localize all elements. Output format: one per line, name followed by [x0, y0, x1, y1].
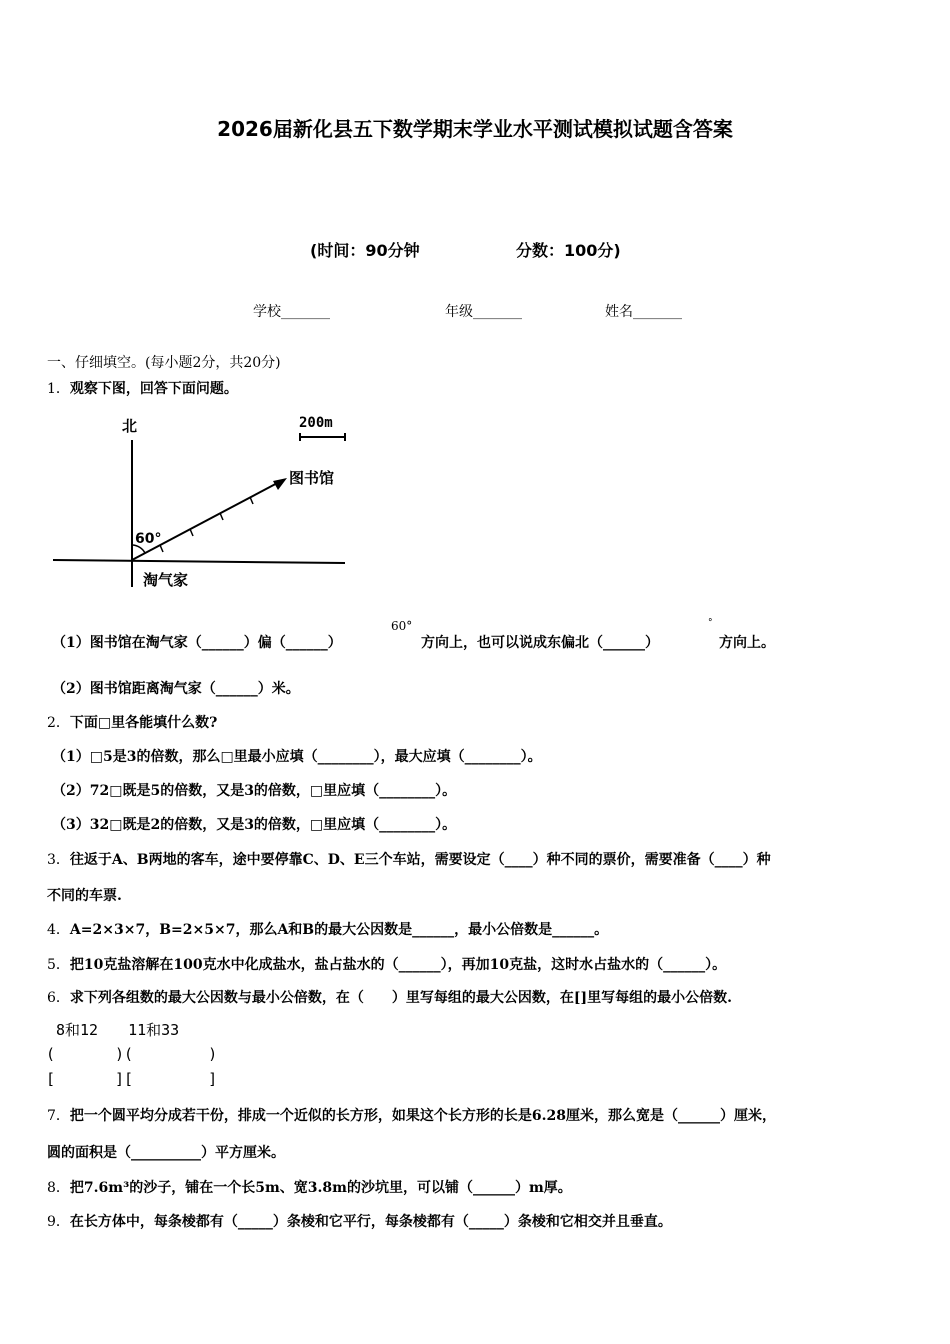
q6-number-pairs: 8和12 11和33	[56, 1021, 180, 1039]
question-1	[47, 378, 238, 398]
direction-ray	[132, 480, 283, 560]
exam-score: 分数：100分)	[516, 241, 621, 260]
grade-field: 年级_______	[445, 304, 522, 320]
q7-line2: 圆的面积是（__________）平方厘米。	[47, 1145, 285, 1161]
q1-part1-end: 方向上。	[719, 635, 775, 651]
q1-degree: °	[708, 618, 713, 628]
east-axis	[53, 560, 345, 563]
page-title: 2026届新化县五下数学期末学业水平测试模拟试题含答案	[217, 117, 733, 141]
question-5	[47, 954, 726, 974]
question-text: 把7.6m³的沙子，铺在一个长5m、宽3.8m的沙坑里，可以铺（______）m厚。	[69, 1180, 572, 1196]
q1-part1-cont: 方向上，也可以说成东偏北（______）	[421, 635, 659, 651]
home-label: 淘气家	[143, 571, 189, 589]
direction-diagram	[45, 405, 365, 590]
exam-time: (时间：90分钟	[310, 241, 420, 260]
question-6	[47, 987, 732, 1007]
library-label: 图书馆	[289, 469, 335, 487]
q1-part2: （2）图书馆距离淘气家（______）米。	[52, 681, 300, 697]
q2-part1: （1）□5是3的倍数，那么□里最小应填（________），最大应填（________）。	[52, 749, 542, 765]
angle-label: 60°	[135, 531, 162, 547]
question-7	[47, 1105, 776, 1125]
question-number: 1．	[47, 381, 70, 397]
question-number: 6．	[47, 990, 70, 1006]
question-text: 在长方体中，每条棱都有（_____）条棱和它平行，每条棱都有（_____）条棱和它相交并且垂直。	[69, 1214, 672, 1230]
arrow-head-icon	[273, 478, 287, 490]
question-text: 把10克盐溶解在100克水中化成盐水，盐占盐水的（______），再加10克盐，这时水占盐水的（______）。	[69, 957, 727, 973]
question-text: A=2×3×7，B=2×5×7，那么A和B的最大公因数是______，最小公倍数是______。	[69, 922, 609, 938]
question-number: 3．	[47, 852, 70, 868]
scale-label: 200m	[299, 415, 333, 431]
q1-angle: 60°	[391, 619, 413, 633]
question-number: 4．	[47, 922, 70, 938]
question-number: 7．	[47, 1108, 70, 1124]
north-label: 北	[122, 417, 138, 435]
q6-lcm-blanks: [ ][ ]	[46, 1070, 218, 1088]
question-text: 求下列各组数的最大公因数与最小公倍数，在（ ）里写每组的最大公因数，在[]里写每组的最小公倍数.	[69, 990, 733, 1006]
name-field: 姓名_______	[605, 304, 682, 320]
question-2	[47, 712, 217, 732]
question-number: 5．	[47, 957, 70, 973]
q1-part1-text: （1）图书馆在淘气家（______）偏（______）	[52, 635, 342, 651]
q6-gcf-blanks: ( )( )	[46, 1045, 218, 1063]
question-8	[47, 1177, 572, 1197]
q2-part3: （3）32□既是2的倍数，又是3的倍数，□里应填（________）。	[52, 817, 457, 833]
question-text: 下面□里各能填什么数?	[69, 715, 218, 731]
question-text: 往返于A、B两地的客车，途中要停靠C、D、E三个车站，需要设定（____）种不同的票价，需要准备（____）种	[69, 852, 771, 868]
question-text: 观察下图，回答下面问题。	[69, 381, 238, 397]
question-3	[47, 849, 771, 869]
question-number: 2．	[47, 715, 70, 731]
q3-line2: 不同的车票.	[47, 888, 122, 904]
question-9	[47, 1211, 672, 1231]
question-number: 9．	[47, 1214, 70, 1230]
question-number: 8．	[47, 1180, 70, 1196]
section-heading: 一、仔细填空。(每小题2分，共20分)	[47, 355, 281, 371]
q2-part2: （2）72□既是5的倍数，又是3的倍数，□里应填（________）。	[52, 783, 457, 799]
school-field: 学校_______	[253, 304, 330, 320]
question-4	[47, 919, 608, 939]
question-text: 把一个圆平均分成若干份，排成一个近似的长方形，如果这个长方形的长是6.28厘米，那么宽是（______）厘米，	[69, 1108, 777, 1124]
